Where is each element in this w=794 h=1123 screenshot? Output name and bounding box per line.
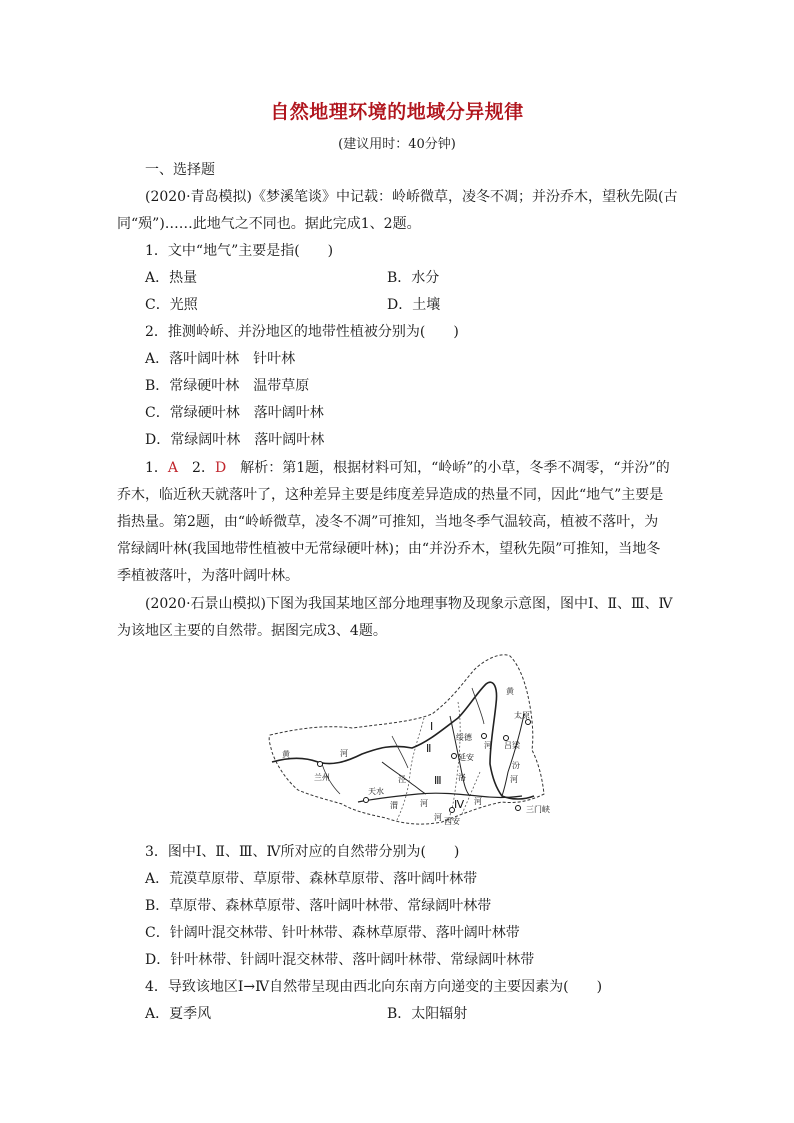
q4-stem: 4．导致该地区Ⅰ→Ⅳ自然带呈现由西北向东南方向递变的主要因素为( ) [145, 979, 603, 995]
page-title: 自然地理环境的地域分异规律 [270, 101, 524, 123]
city-dot-sanmenxia [516, 806, 521, 811]
river-char-5: 渭 [390, 801, 398, 810]
city-taiyuan: 太原 [514, 711, 530, 720]
city-dot-xian [450, 808, 455, 813]
river-char-12: 河 [510, 775, 518, 784]
city-lvliang: 吕梁 [504, 741, 520, 750]
city-sanmenxia: 三门峡 [526, 805, 550, 814]
zone-label-2: Ⅱ [426, 742, 432, 755]
river-char-3: 黄 [506, 687, 514, 696]
river-char-11: 汾 [512, 761, 520, 770]
river-char-2: 河 [340, 749, 348, 758]
q1-stem: 1．文中“地气”主要是指( ) [145, 243, 334, 259]
q3-option-b[interactable]: B．草原带、森林草原带、落叶阔叶林带、常绿阔叶林带 [145, 898, 492, 914]
river-char-8: 河 [474, 797, 482, 806]
river-char-7: 洛 [458, 773, 466, 782]
q3-option-a[interactable]: A．荒漠草原带、草原带、森林草原带、落叶阔叶林带 [145, 871, 478, 887]
answer-explanation-start: 解析：第1题，根据材料可知，“岭峤”的小草，冬季不凋零，“并汾”的 [226, 460, 670, 476]
answer-line2: 乔木，临近秋天就落叶了，这种差异主要是纬度差异造成的热量不同，因此“地气”主要是 [117, 487, 664, 503]
city-xian: 西安 [444, 817, 460, 826]
river-char-9: 泾 [398, 775, 406, 784]
city-dot-suide [482, 734, 487, 739]
q3-option-d[interactable]: D．针叶林带、针阔叶混交林带、落叶阔叶林带、常绿阔叶林带 [145, 952, 535, 968]
answer-line1 [145, 458, 670, 478]
city-dot-taiyuan [526, 720, 531, 725]
answer-line4: 常绿阔叶林(我国地带性植被中无常绿硬叶林)；由“并汾乔木，望秋先陨”可推知，当地冬 [117, 541, 661, 557]
intro2-line1: (2020·石景山模拟)下图为我国某地区部分地理事物及现象示意图，图中Ⅰ、Ⅱ、Ⅲ、Ⅳ [145, 596, 673, 612]
intro2-line2: 为该地区主要的自然带。据图完成3、4题。 [117, 623, 387, 639]
answer-q1: A [167, 460, 179, 476]
q3-option-c[interactable]: C．针阔叶混交林带、针叶林带、森林草原带、落叶阔叶林带 [145, 925, 520, 941]
city-lanzhou: 兰州 [314, 773, 330, 782]
city-suide: 绥德 [456, 733, 472, 742]
intro1-line2: 同“殒”)……此地气之不同也。据此完成1、2题。 [117, 216, 421, 232]
q4-option-a[interactable]: A．夏季风 [145, 1006, 212, 1022]
answer-q2: D [214, 460, 227, 476]
river-char-4: 河 [484, 741, 492, 750]
city-dot-lvliang [504, 736, 509, 741]
zone-label-4: Ⅳ [454, 798, 465, 811]
river-char-6: 河 [420, 799, 428, 808]
section-heading: 一、选择题 [145, 162, 215, 178]
time-suggestion: (建议用时：40分钟) [338, 137, 456, 152]
q1-option-c[interactable]: C．光照 [145, 297, 198, 313]
city-yanan: 延安 [458, 753, 474, 762]
zone-label-3: Ⅲ [434, 774, 442, 787]
q1-option-b[interactable]: B．水分 [387, 270, 440, 286]
answer-mid: 2． [178, 460, 215, 476]
city-tianshui: 天水 [368, 787, 384, 796]
q1-option-a[interactable]: A．热量 [145, 270, 198, 286]
q2-option-b[interactable]: B．常绿硬叶林 温带草原 [145, 378, 310, 394]
answer-line3: 指热量。第2题，由“岭峤微草，凌冬不凋”可推知，当地冬季气温较高，植被不落叶，为 [117, 514, 659, 530]
q2-option-d[interactable]: D．常绿阔叶林 落叶阔叶林 [145, 432, 325, 448]
answer-prefix: 1． [145, 460, 168, 476]
q1-option-d[interactable]: D．土壤 [387, 297, 441, 313]
river-char-1: 黄 [282, 750, 290, 759]
city-dot-tianshui [364, 798, 369, 803]
region-boundary [269, 655, 544, 824]
q2-option-a[interactable]: A．落叶阔叶林 针叶林 [145, 351, 296, 367]
city-dot-lanzhou [318, 762, 323, 767]
river-char-10: 河 [434, 813, 442, 822]
region-map [262, 644, 562, 834]
q2-stem: 2．推测岭峤、并汾地区的地带性植被分别为( ) [145, 324, 459, 340]
tributary-1 [392, 736, 408, 768]
answer-line5: 季植被落叶，为落叶阔叶林。 [117, 568, 299, 584]
zone-label-1: Ⅰ [430, 720, 434, 733]
city-dot-yanan [452, 754, 457, 759]
intro1-line1: (2020·青岛模拟)《梦溪笔谈》中记载：岭峤微草，凌冬不凋；并汾乔木，望秋先陨(古 [145, 189, 678, 205]
q2-option-c[interactable]: C．常绿硬叶林 落叶阔叶林 [145, 405, 324, 421]
q4-option-b[interactable]: B．太阳辐射 [387, 1006, 468, 1022]
q3-stem: 3．图中Ⅰ、Ⅱ、Ⅲ、Ⅳ所对应的自然带分别为( ) [145, 844, 460, 860]
